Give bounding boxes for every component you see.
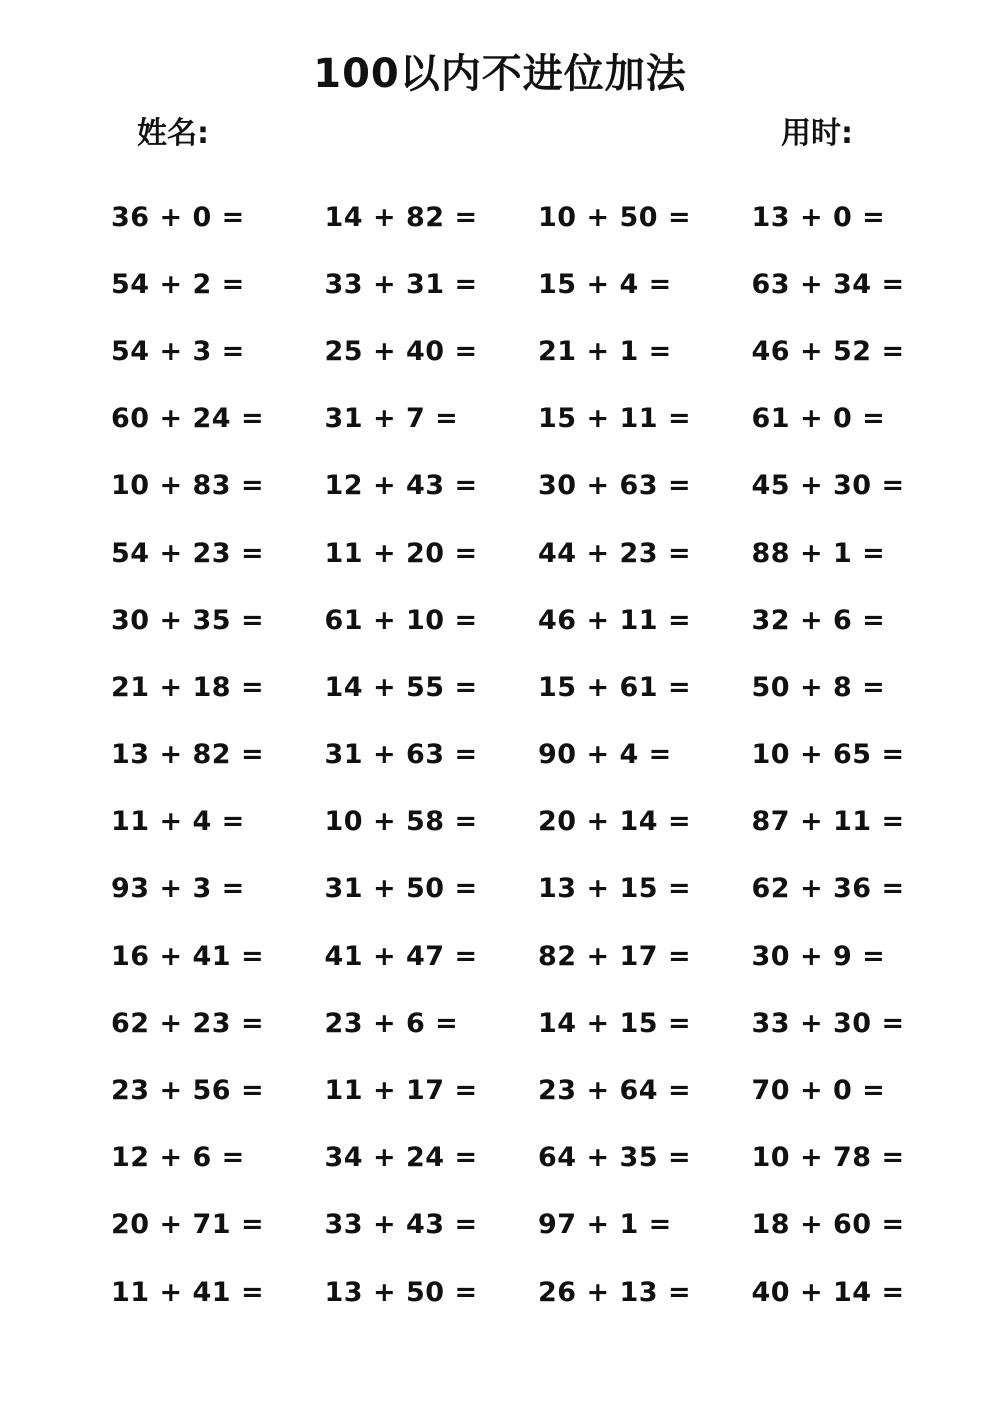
problem-row [111, 1125, 971, 1192]
problem-item: 20 + 14 = [538, 806, 692, 838]
problem-row [111, 453, 971, 520]
problem-row [111, 386, 971, 453]
problem-item: 61 + 10 = [324, 604, 478, 636]
problem-row [111, 856, 971, 923]
problem-item: 23 + 56 = [111, 1075, 265, 1107]
problem-item: 60 + 24 = [111, 403, 265, 435]
problem-item: 82 + 17 = [538, 940, 692, 972]
problem-item: 87 + 11 = [751, 806, 905, 838]
problem-item: 12 + 43 = [324, 470, 478, 502]
problem-item: 50 + 8 = [751, 671, 886, 703]
problem-item: 62 + 36 = [751, 873, 905, 905]
problem-item: 11 + 4 = [111, 806, 245, 838]
problem-item: 16 + 41 = [111, 940, 265, 972]
problem-row [111, 990, 971, 1057]
problem-item: 11 + 41 = [111, 1276, 265, 1308]
problem-row [111, 1192, 971, 1259]
problem-item: 64 + 35 = [538, 1142, 692, 1174]
problem-item: 31 + 7 = [324, 403, 459, 435]
problem-item: 13 + 50 = [324, 1276, 478, 1308]
problem-item: 13 + 15 = [538, 873, 692, 905]
problem-item: 63 + 34 = [751, 268, 905, 300]
name-label: 姓名: [137, 116, 209, 151]
problem-item: 93 + 3 = [111, 873, 245, 905]
problem-grid [111, 184, 971, 1326]
problem-row [111, 789, 971, 856]
problem-row [111, 318, 971, 385]
problem-item: 97 + 1 = [538, 1209, 672, 1241]
problem-item: 30 + 63 = [538, 470, 692, 502]
problem-item: 11 + 17 = [324, 1075, 478, 1107]
problem-item: 10 + 83 = [111, 470, 265, 502]
problem-row [111, 1259, 971, 1326]
problem-item: 12 + 6 = [111, 1142, 245, 1174]
problem-item: 26 + 13 = [538, 1276, 692, 1308]
problem-item: 30 + 9 = [751, 940, 886, 972]
problem-item: 44 + 23 = [538, 537, 692, 569]
problem-row [111, 923, 971, 990]
problem-row [111, 722, 971, 789]
problem-row [111, 587, 971, 654]
problem-row [111, 520, 971, 587]
problem-item: 15 + 4 = [538, 268, 672, 300]
problem-item: 32 + 6 = [751, 604, 886, 636]
problem-item: 10 + 58 = [324, 806, 478, 838]
time-label: 用时: [781, 116, 853, 151]
problem-item: 33 + 43 = [324, 1209, 478, 1241]
problem-item: 34 + 24 = [324, 1142, 478, 1174]
problem-item: 25 + 40 = [324, 335, 478, 367]
problem-item: 31 + 50 = [324, 873, 478, 905]
problem-row [111, 184, 971, 251]
problem-row [111, 251, 971, 318]
problem-item: 33 + 31 = [324, 268, 478, 300]
problem-item: 18 + 60 = [751, 1209, 905, 1241]
problem-item: 14 + 82 = [324, 201, 478, 233]
problem-item: 54 + 23 = [111, 537, 265, 569]
problem-item: 88 + 1 = [751, 537, 886, 569]
problem-item: 10 + 65 = [751, 739, 905, 771]
problem-item: 23 + 6 = [324, 1007, 459, 1039]
problem-item: 40 + 14 = [751, 1276, 905, 1308]
page-title: 100以内不进位加法 [313, 51, 687, 97]
problem-row [111, 654, 971, 721]
problem-item: 46 + 52 = [751, 335, 905, 367]
problem-item: 41 + 47 = [324, 940, 478, 972]
problem-item: 30 + 35 = [111, 604, 265, 636]
problem-item: 54 + 3 = [111, 335, 245, 367]
problem-item: 10 + 78 = [751, 1142, 905, 1174]
problem-item: 14 + 55 = [324, 671, 478, 703]
problem-item: 45 + 30 = [751, 470, 905, 502]
problem-item: 70 + 0 = [751, 1075, 886, 1107]
problem-item: 20 + 71 = [111, 1209, 265, 1241]
problem-item: 62 + 23 = [111, 1007, 265, 1039]
problem-item: 61 + 0 = [751, 403, 886, 435]
problem-item: 31 + 63 = [324, 739, 478, 771]
problem-item: 13 + 82 = [111, 739, 265, 771]
problem-item: 54 + 2 = [111, 268, 245, 300]
problem-item: 21 + 1 = [538, 335, 672, 367]
problem-item: 46 + 11 = [538, 604, 692, 636]
problem-item: 11 + 20 = [324, 537, 478, 569]
problem-item: 13 + 0 = [751, 201, 886, 233]
problem-item: 33 + 30 = [751, 1007, 905, 1039]
problem-row [111, 1057, 971, 1124]
problem-item: 14 + 15 = [538, 1007, 692, 1039]
problem-item: 15 + 61 = [538, 671, 692, 703]
problem-item: 90 + 4 = [538, 739, 672, 771]
problem-item: 21 + 18 = [111, 671, 265, 703]
problem-item: 15 + 11 = [538, 403, 692, 435]
problem-item: 23 + 64 = [538, 1075, 692, 1107]
problem-item: 36 + 0 = [111, 201, 245, 233]
problem-item: 10 + 50 = [538, 201, 692, 233]
